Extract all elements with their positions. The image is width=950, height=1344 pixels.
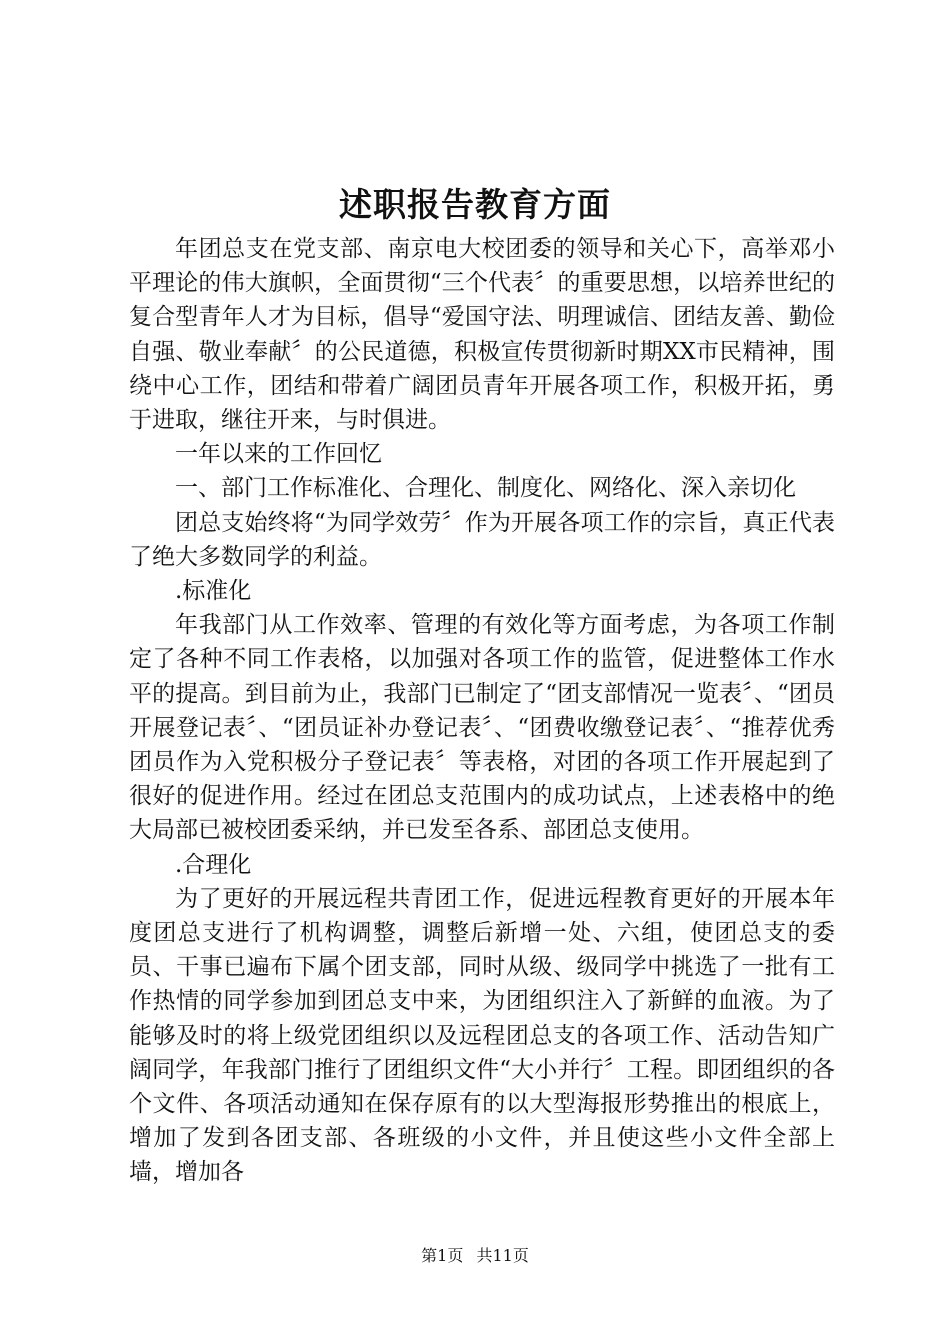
paragraph-section-one-heading: 一、部门工作标准化、合理化、制度化、网络化、深入亲切化 bbox=[175, 475, 796, 502]
page-footer bbox=[0, 1243, 950, 1266]
paragraph-standardization-body: 年我部门从工作效率、管理的有效化等方面考虑，为各项工作制定了各种不同工作表格，以加强对各项工作的监管，促进整体工作水平的提高。到目前为止，我部门已制定了“团支部情况一览表〞、“团员开展登记表〞、“团员证补办登记表〞、“团费收缴登记表〞、“推荐优秀团员作为入党积极分子登记表〞等表格，对团的各项工作开展起到了很好的促进作用。经过在团总支范围内的成功试点，上述表格中的绝大局部已被校团委采纳，并已发至各系、部团总支使用。 bbox=[129, 612, 835, 844]
paragraph-intro: 年团总支在党支部、南京电大校团委的领导和关心下，高举邓小平理论的伟大旗帜，全面贯彻“三个代表〞的重要思想，以培养世纪的复合型青年人才为目标，倡导“爱国守法、明理诚信、团结友善、勤俭自强、敬业奉献〞的公民道德，积极宣传贯彻新时期XX市民精神，围绕中心工作，团结和带着广阔团员青年开展各项工作，积极开拓，勇于进取，继往开来，与时俱进。 bbox=[129, 236, 835, 434]
paragraph-rationalization-body: 为了更好的开展远程共青团工作，促进远程教育更好的开展本年度团总支进行了机构调整，调整后新增一处、六组，使团总支的委员、干事已遍布下属个团支部，同时从级、级同学中挑选了一批有工作热情的同学参加到团总支中来，为团组织注入了新鲜的血液。为了能够及时的将上级党团组织以及远程团总支的各项工作、活动告知广阔同学，年我部门推行了团组织文件“大小并行〞工程。即团组织的各个文件、各项活动通知在保存原有的以大型海报形势推出的根底上，增加了发到各团支部、各班级的小文件，并且使这些小文件全部上墙，增加各 bbox=[129, 885, 835, 1186]
document-title: 述职报告教育方面 bbox=[339, 185, 611, 224]
page-number: 第1页 bbox=[421, 1246, 464, 1265]
document-body bbox=[129, 232, 835, 1190]
paragraph-rationalization-heading: .合理化 bbox=[175, 851, 252, 878]
page-total: 共11页 bbox=[476, 1246, 529, 1265]
paragraph-standardization-heading: .标准化 bbox=[175, 578, 252, 605]
paragraph-review-heading: 一年以来的工作回忆 bbox=[175, 441, 382, 468]
paragraph-purpose: 团总支始终将“为同学效劳〞作为开展各项工作的宗旨，真正代表了绝大多数同学的利益。 bbox=[129, 509, 835, 570]
